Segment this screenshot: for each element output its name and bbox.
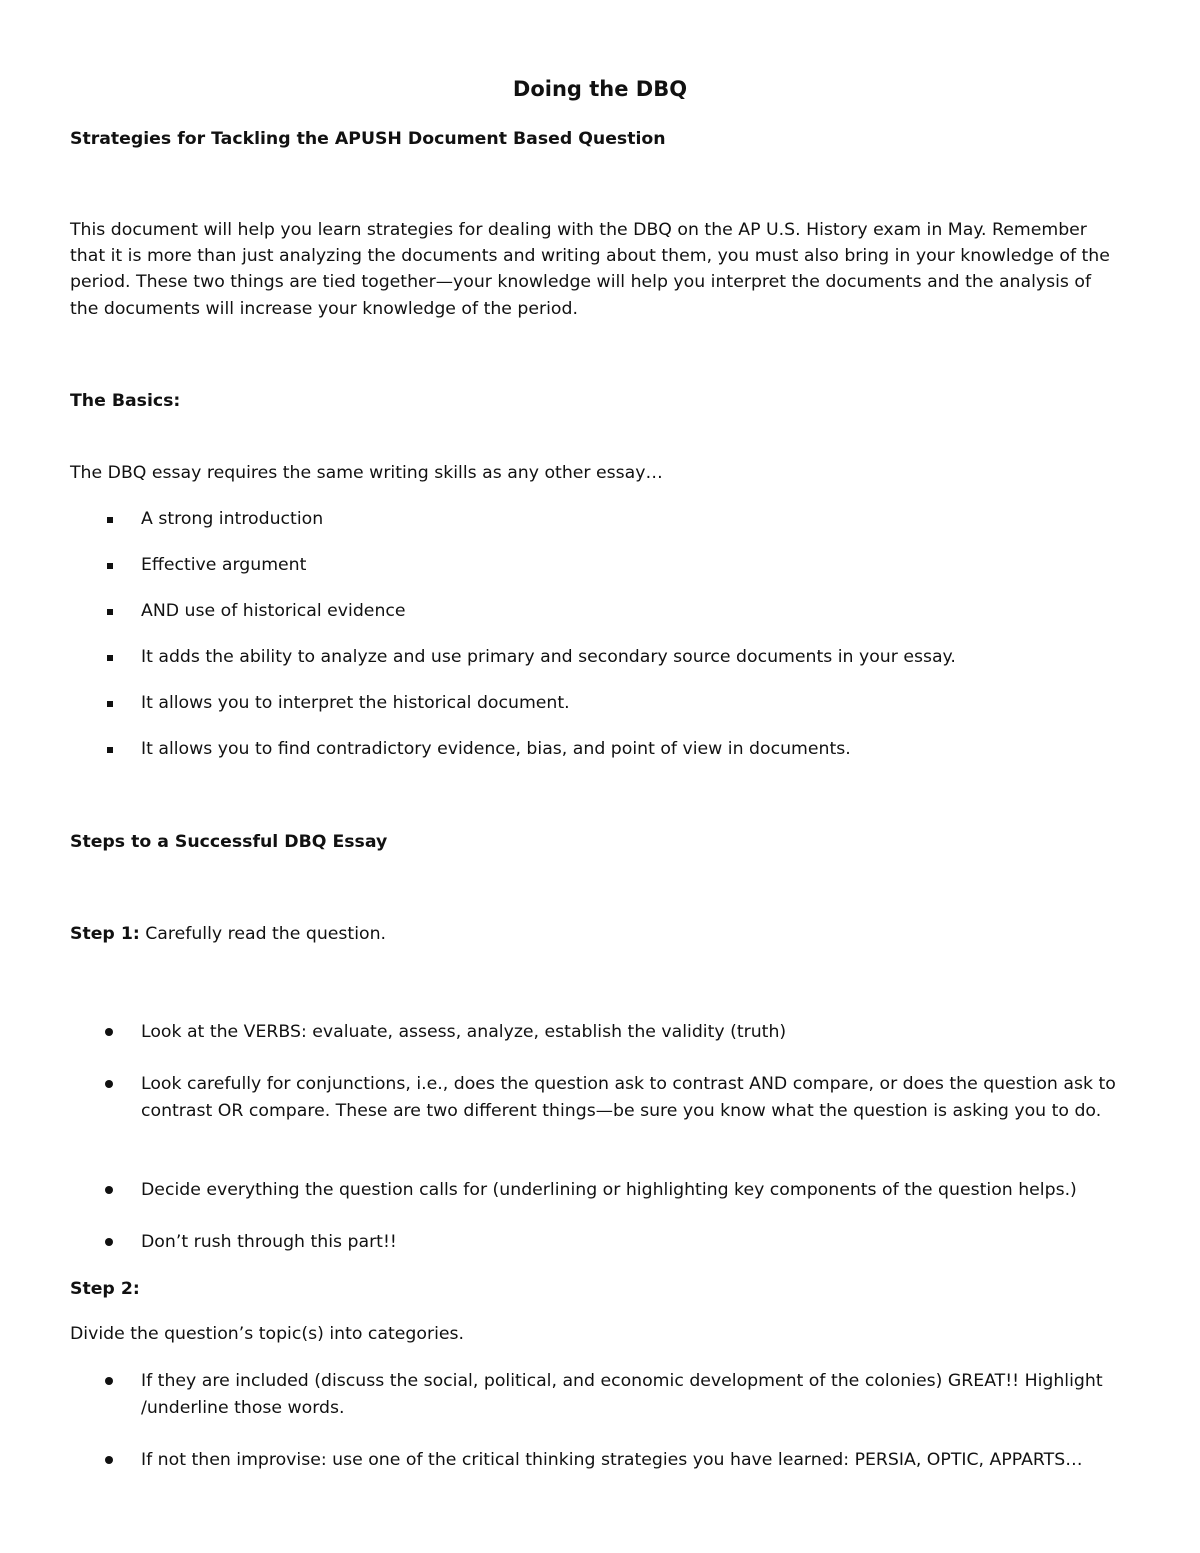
- list-item: Look at the VERBS: evaluate, assess, analyze, establish the validity (truth): [141, 1022, 787, 1042]
- steps-heading: Steps to a Successful DBQ Essay: [70, 832, 388, 852]
- bullet-icon: [105, 1377, 113, 1385]
- square-bullet-icon: [107, 655, 113, 661]
- list-item: AND use of historical evidence: [141, 601, 406, 621]
- page-title: Doing the DBQ: [512, 77, 688, 101]
- intro-line: period. These two things are tied together—your knowledge will help you interpret the documents and the analysis of: [70, 272, 1092, 292]
- step2-lead: Divide the question’s topic(s) into categories.: [70, 1324, 465, 1344]
- square-bullet-icon: [107, 701, 113, 707]
- page-subtitle: Strategies for Tackling the APUSH Document Based Question: [70, 129, 666, 149]
- list-item-continuation: /underline those words.: [141, 1398, 345, 1418]
- list-item: It allows you to find contradictory evidence, bias, and point of view in documents.: [141, 739, 851, 759]
- intro-line: the documents will increase your knowledge of the period.: [70, 299, 578, 319]
- basics-heading: The Basics:: [70, 391, 181, 411]
- step1-text: Carefully read the question.: [139, 924, 387, 944]
- step2-label: Step 2:: [70, 1279, 140, 1299]
- intro-line: that it is more than just analyzing the documents and writing about them, you must also bring in your knowledge of the: [70, 246, 1110, 266]
- bullet-icon: [105, 1238, 113, 1246]
- step1-line: [70, 921, 386, 948]
- list-item: A strong introduction: [141, 509, 324, 529]
- bullet-icon: [105, 1186, 113, 1194]
- basics-lead: The DBQ essay requires the same writing skills as any other essay…: [70, 463, 663, 483]
- bullet-icon: [105, 1080, 113, 1088]
- square-bullet-icon: [107, 609, 113, 615]
- list-item: Look carefully for conjunctions, i.e., does the question ask to contrast AND compare, or does the question ask to: [141, 1074, 1116, 1094]
- list-item: It allows you to interpret the historical document.: [141, 693, 570, 713]
- bullet-icon: [105, 1028, 113, 1036]
- list-item: Effective argument: [141, 555, 307, 575]
- list-item: Don’t rush through this part!!: [141, 1232, 397, 1252]
- bullet-icon: [105, 1456, 113, 1464]
- square-bullet-icon: [107, 563, 113, 569]
- list-item: Decide everything the question calls for (underlining or highlighting key components of the question helps.): [141, 1180, 1077, 1200]
- square-bullet-icon: [107, 747, 113, 753]
- list-item-continuation: contrast OR compare. These are two different things—be sure you know what the question is asking you to do.: [141, 1101, 1102, 1121]
- square-bullet-icon: [107, 517, 113, 523]
- intro-line: This document will help you learn strategies for dealing with the DBQ on the AP U.S. History exam in May. Remember: [70, 220, 1087, 240]
- list-item: If they are included (discuss the social, political, and economic development of the colonies) GREAT!! Highlight: [141, 1371, 1103, 1391]
- list-item: It adds the ability to analyze and use primary and secondary source documents in your essay.: [141, 647, 956, 667]
- list-item: If not then improvise: use one of the critical thinking strategies you have learned: PERSIA, OPTIC, APPARTS…: [141, 1450, 1083, 1470]
- step1-label: Step 1:: [70, 924, 140, 944]
